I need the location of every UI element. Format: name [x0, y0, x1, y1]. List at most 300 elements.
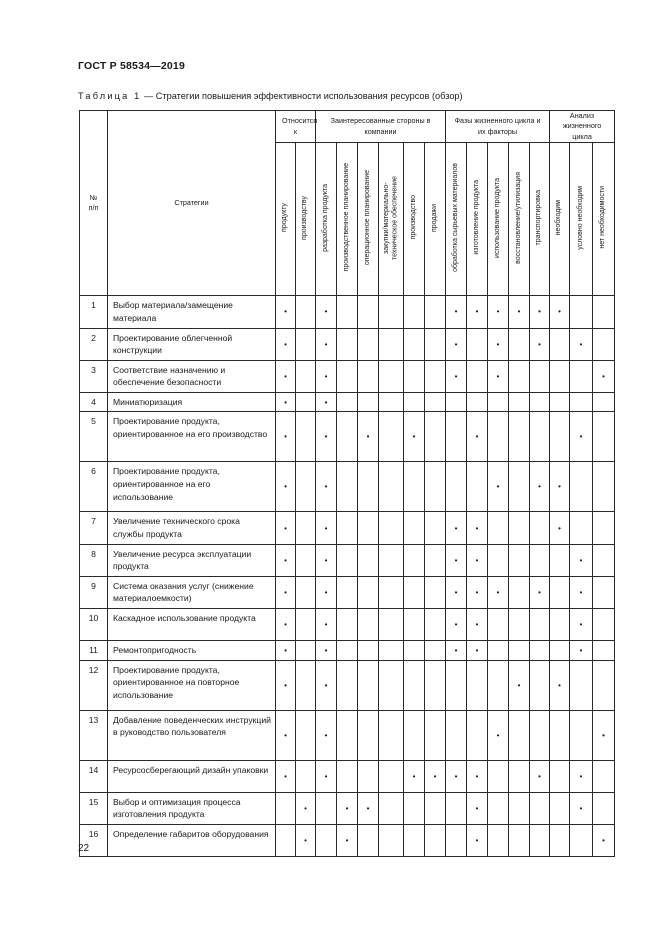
mark-cell: • [276, 641, 296, 661]
row-number: 7 [80, 512, 108, 544]
mark-cell: • [404, 760, 425, 792]
table-row [80, 760, 615, 792]
empty-cell [593, 576, 615, 608]
empty-cell [337, 576, 358, 608]
row-strategy: Добавление поведенческих инструкций в руководство пользователя [108, 710, 276, 760]
table-row [80, 609, 615, 641]
empty-cell [425, 824, 446, 856]
empty-cell [296, 392, 316, 412]
empty-cell [446, 792, 467, 824]
empty-cell [379, 824, 404, 856]
mark-cell: • [509, 660, 530, 710]
empty-cell [570, 512, 593, 544]
empty-cell [379, 792, 404, 824]
empty-cell [296, 412, 316, 462]
column-header-label: изготовление продукта [472, 180, 480, 255]
column-header [296, 143, 316, 296]
mark-cell: • [276, 576, 296, 608]
empty-cell [570, 462, 593, 512]
mark-cell: • [446, 760, 467, 792]
empty-cell [593, 412, 615, 462]
page-number: 22 [78, 843, 90, 854]
empty-cell [296, 328, 316, 360]
empty-cell [425, 544, 446, 576]
empty-cell [316, 792, 337, 824]
empty-cell [425, 328, 446, 360]
column-header-label: производству [301, 195, 309, 240]
standard-code: ГОСТ Р 58534—2019 [78, 60, 186, 72]
table-row [80, 660, 615, 710]
row-number: 13 [80, 710, 108, 760]
table-row [80, 710, 615, 760]
empty-cell [358, 760, 379, 792]
mark-cell: • [316, 392, 337, 412]
empty-cell [425, 392, 446, 412]
column-header-label: операционное планирование [363, 170, 371, 266]
empty-cell [425, 710, 446, 760]
mark-cell: • [446, 328, 467, 360]
empty-cell [467, 660, 488, 710]
empty-cell [379, 760, 404, 792]
column-header [446, 143, 467, 296]
empty-cell [467, 328, 488, 360]
row-strategy: Определение габаритов оборудования [108, 824, 276, 856]
mark-cell: • [316, 710, 337, 760]
empty-cell [358, 824, 379, 856]
mark-cell: • [446, 512, 467, 544]
empty-cell [530, 544, 550, 576]
empty-cell [358, 328, 379, 360]
column-header [488, 143, 509, 296]
empty-cell [550, 760, 570, 792]
row-number: 3 [80, 360, 108, 392]
empty-cell [379, 412, 404, 462]
mark-cell: • [570, 792, 593, 824]
empty-cell [446, 462, 467, 512]
column-header [509, 143, 530, 296]
column-header-label: нет необходимости [599, 186, 607, 249]
empty-cell [379, 392, 404, 412]
empty-cell [425, 660, 446, 710]
row-number: 8 [80, 544, 108, 576]
empty-cell [509, 328, 530, 360]
table-row [80, 392, 615, 412]
empty-cell [358, 296, 379, 328]
empty-cell [425, 576, 446, 608]
row-strategy: Система оказания услуг (снижение материалоемкости) [108, 576, 276, 608]
column-header-label: производство [409, 195, 417, 240]
column-header-label: продажи [430, 203, 438, 232]
mark-cell: • [467, 412, 488, 462]
empty-cell [530, 412, 550, 462]
empty-cell [550, 609, 570, 641]
empty-cell [296, 360, 316, 392]
table-caption [78, 91, 463, 101]
mark-cell: • [276, 360, 296, 392]
column-header-label: условно необходим [576, 185, 584, 250]
row-number: 14 [80, 760, 108, 792]
empty-cell [550, 576, 570, 608]
empty-cell [296, 296, 316, 328]
row-number: 5 [80, 412, 108, 462]
empty-cell [404, 512, 425, 544]
mark-cell: • [550, 296, 570, 328]
column-header [593, 143, 615, 296]
column-header-label: обработка сырьевых материалов [451, 163, 459, 273]
mark-cell: • [488, 296, 509, 328]
empty-cell [337, 609, 358, 641]
empty-cell [467, 392, 488, 412]
empty-cell [530, 392, 550, 412]
row-number: 4 [80, 392, 108, 412]
column-header [276, 143, 296, 296]
empty-cell [530, 710, 550, 760]
row-strategy: Выбор и оптимизация процесса изготовления продукта [108, 792, 276, 824]
empty-cell [337, 512, 358, 544]
mark-cell: • [550, 512, 570, 544]
empty-cell [337, 641, 358, 661]
empty-cell [509, 392, 530, 412]
mark-cell: • [276, 296, 296, 328]
empty-cell [467, 360, 488, 392]
empty-cell [488, 792, 509, 824]
mark-cell: • [337, 792, 358, 824]
empty-cell [509, 512, 530, 544]
column-header [467, 143, 488, 296]
column-header [404, 143, 425, 296]
empty-cell [296, 462, 316, 512]
empty-cell [358, 392, 379, 412]
empty-cell [379, 512, 404, 544]
table-row [80, 328, 615, 360]
empty-cell [379, 544, 404, 576]
mark-cell: • [316, 760, 337, 792]
row-strategy: Соответствие назначению и обеспечение безопасности [108, 360, 276, 392]
empty-cell [404, 576, 425, 608]
mark-cell: • [316, 328, 337, 360]
mark-cell: • [316, 360, 337, 392]
mark-cell: • [467, 792, 488, 824]
mark-cell: • [570, 412, 593, 462]
mark-cell: • [276, 544, 296, 576]
mark-cell: • [276, 609, 296, 641]
column-header-label: необходим [555, 199, 563, 236]
empty-cell [337, 760, 358, 792]
empty-cell [550, 710, 570, 760]
empty-cell [509, 412, 530, 462]
empty-cell [337, 328, 358, 360]
empty-cell [358, 609, 379, 641]
mark-cell: • [316, 544, 337, 576]
empty-cell [570, 710, 593, 760]
empty-cell [337, 544, 358, 576]
empty-cell [296, 760, 316, 792]
empty-cell [488, 824, 509, 856]
mark-cell: • [316, 412, 337, 462]
empty-cell [446, 392, 467, 412]
mark-cell: • [530, 296, 550, 328]
column-header-label: разработка продукта [321, 183, 329, 252]
empty-cell [550, 792, 570, 824]
row-strategy: Проектирование облегченной конструкции [108, 328, 276, 360]
empty-cell [593, 392, 615, 412]
empty-cell [276, 792, 296, 824]
table-caption-prefix: Таблица 1 [78, 91, 142, 101]
empty-cell [316, 824, 337, 856]
column-header [570, 143, 593, 296]
group-header: Фазы жизненного цикла и их факторы [446, 111, 550, 143]
empty-cell [530, 609, 550, 641]
column-header [358, 143, 379, 296]
column-header [550, 143, 570, 296]
empty-cell [379, 609, 404, 641]
mark-cell: • [446, 576, 467, 608]
empty-cell [425, 792, 446, 824]
empty-cell [379, 462, 404, 512]
empty-cell [530, 660, 550, 710]
mark-cell: • [276, 328, 296, 360]
empty-cell [379, 641, 404, 661]
mark-cell: • [593, 824, 615, 856]
empty-cell [337, 360, 358, 392]
empty-cell [488, 412, 509, 462]
row-strategy: Проектирование продукта, ориентированное на повторное использование [108, 660, 276, 710]
empty-cell [446, 660, 467, 710]
empty-cell [446, 824, 467, 856]
column-header [425, 143, 446, 296]
column-header-label: транспортировка [535, 189, 543, 246]
empty-cell [593, 792, 615, 824]
empty-cell [296, 512, 316, 544]
row-number: 11 [80, 641, 108, 661]
mark-cell: • [593, 710, 615, 760]
empty-cell [296, 710, 316, 760]
mark-cell: • [316, 296, 337, 328]
mark-cell: • [488, 576, 509, 608]
empty-cell [509, 462, 530, 512]
empty-cell [446, 412, 467, 462]
empty-cell [337, 412, 358, 462]
empty-cell [488, 609, 509, 641]
mark-cell: • [296, 824, 316, 856]
row-number: 12 [80, 660, 108, 710]
empty-cell [488, 660, 509, 710]
empty-cell [488, 760, 509, 792]
empty-cell [530, 824, 550, 856]
empty-cell [379, 328, 404, 360]
column-header-label: использование продукта [493, 177, 501, 258]
empty-cell [550, 328, 570, 360]
table-caption-text: — Стратегии повышения эффективности использования ресурсов (обзор) [141, 91, 463, 101]
empty-cell [425, 512, 446, 544]
mark-cell: • [276, 392, 296, 412]
mark-cell: • [316, 660, 337, 710]
empty-cell [358, 641, 379, 661]
empty-cell [509, 710, 530, 760]
empty-cell [509, 792, 530, 824]
mark-cell: • [276, 760, 296, 792]
empty-cell [404, 544, 425, 576]
empty-cell [550, 360, 570, 392]
row-strategy: Увеличение технического срока службы продукта [108, 512, 276, 544]
empty-cell [467, 462, 488, 512]
mark-cell: • [276, 412, 296, 462]
empty-cell [570, 296, 593, 328]
empty-cell [296, 544, 316, 576]
mark-cell: • [467, 296, 488, 328]
mark-cell: • [550, 462, 570, 512]
mark-cell: • [488, 360, 509, 392]
empty-cell [488, 392, 509, 412]
empty-cell [570, 360, 593, 392]
empty-cell [425, 462, 446, 512]
empty-cell [570, 392, 593, 412]
empty-cell [488, 544, 509, 576]
mark-cell: • [358, 792, 379, 824]
empty-cell [593, 641, 615, 661]
mark-cell: • [446, 360, 467, 392]
empty-cell [296, 660, 316, 710]
strategy-header: Стратегии [108, 111, 276, 296]
mark-cell: • [488, 328, 509, 360]
empty-cell [404, 710, 425, 760]
mark-cell: • [316, 641, 337, 661]
mark-cell: • [570, 576, 593, 608]
mark-cell: • [530, 462, 550, 512]
row-number: 15 [80, 792, 108, 824]
mark-cell: • [276, 660, 296, 710]
mark-cell: • [570, 544, 593, 576]
empty-cell [593, 296, 615, 328]
empty-cell [550, 824, 570, 856]
empty-cell [550, 412, 570, 462]
mark-cell: • [467, 760, 488, 792]
mark-cell: • [276, 462, 296, 512]
mark-cell: • [467, 544, 488, 576]
empty-cell [570, 660, 593, 710]
group-header: Анализ жизненного цикла [550, 111, 615, 143]
empty-cell [509, 576, 530, 608]
table-row [80, 412, 615, 462]
mark-cell: • [467, 576, 488, 608]
group-header: Заинтересованные стороны в компании [316, 111, 446, 143]
strategies-table [79, 110, 615, 857]
mark-cell: • [467, 824, 488, 856]
empty-cell [379, 710, 404, 760]
empty-cell [404, 296, 425, 328]
empty-cell [425, 296, 446, 328]
row-strategy: Каскадное использование продукта [108, 609, 276, 641]
mark-cell: • [467, 609, 488, 641]
empty-cell [530, 360, 550, 392]
column-header-label: производственное планирование [342, 163, 350, 272]
table-row [80, 360, 615, 392]
empty-cell [404, 462, 425, 512]
empty-cell [358, 544, 379, 576]
empty-cell [425, 360, 446, 392]
mark-cell: • [316, 576, 337, 608]
mark-cell: • [316, 462, 337, 512]
empty-cell [509, 641, 530, 661]
empty-cell [358, 710, 379, 760]
mark-cell: • [467, 512, 488, 544]
table-row [80, 462, 615, 512]
mark-cell: • [570, 760, 593, 792]
empty-cell [276, 824, 296, 856]
empty-cell [404, 824, 425, 856]
table-row [80, 512, 615, 544]
mark-cell: • [570, 328, 593, 360]
empty-cell [379, 296, 404, 328]
column-header-label: закупки/материально-техническое обеспечение [382, 175, 399, 260]
empty-cell [509, 609, 530, 641]
row-number: 16 [80, 824, 108, 856]
empty-cell [467, 710, 488, 760]
empty-cell [296, 576, 316, 608]
empty-cell [530, 641, 550, 661]
row-strategy: Миниатюризация [108, 392, 276, 412]
mark-cell: • [530, 760, 550, 792]
mark-cell: • [425, 760, 446, 792]
empty-cell [404, 609, 425, 641]
mark-cell: • [467, 641, 488, 661]
column-header [337, 143, 358, 296]
empty-cell [570, 824, 593, 856]
table-row [80, 576, 615, 608]
empty-cell [509, 824, 530, 856]
empty-cell [337, 462, 358, 512]
empty-cell [358, 660, 379, 710]
empty-cell [593, 760, 615, 792]
empty-cell [488, 641, 509, 661]
empty-cell [593, 609, 615, 641]
empty-cell [446, 710, 467, 760]
empty-cell [593, 544, 615, 576]
mark-cell: • [276, 710, 296, 760]
empty-cell [296, 641, 316, 661]
row-strategy: Ресурсосберегающий дизайн упаковки [108, 760, 276, 792]
empty-cell [425, 412, 446, 462]
empty-cell [404, 360, 425, 392]
mark-cell: • [570, 641, 593, 661]
mark-cell: • [316, 609, 337, 641]
num-header: № п/п [80, 111, 108, 296]
mark-cell: • [509, 296, 530, 328]
empty-cell [379, 576, 404, 608]
row-strategy: Проектирование продукта, ориентированное на его использование [108, 462, 276, 512]
column-header-label: восстановление/утилизация [514, 171, 522, 264]
empty-cell [593, 328, 615, 360]
empty-cell [404, 392, 425, 412]
mark-cell: • [337, 824, 358, 856]
empty-cell [358, 462, 379, 512]
column-header [379, 143, 404, 296]
empty-cell [379, 360, 404, 392]
mark-cell: • [404, 412, 425, 462]
row-number: 9 [80, 576, 108, 608]
empty-cell [509, 760, 530, 792]
empty-cell [296, 609, 316, 641]
mark-cell: • [276, 512, 296, 544]
row-number: 10 [80, 609, 108, 641]
empty-cell [404, 660, 425, 710]
mark-cell: • [570, 609, 593, 641]
empty-cell [337, 392, 358, 412]
row-strategy: Проектирование продукта, ориентированное на его производство [108, 412, 276, 462]
table-row [80, 824, 615, 856]
row-strategy: Выбор материала/замещение материала [108, 296, 276, 328]
mark-cell: • [446, 641, 467, 661]
